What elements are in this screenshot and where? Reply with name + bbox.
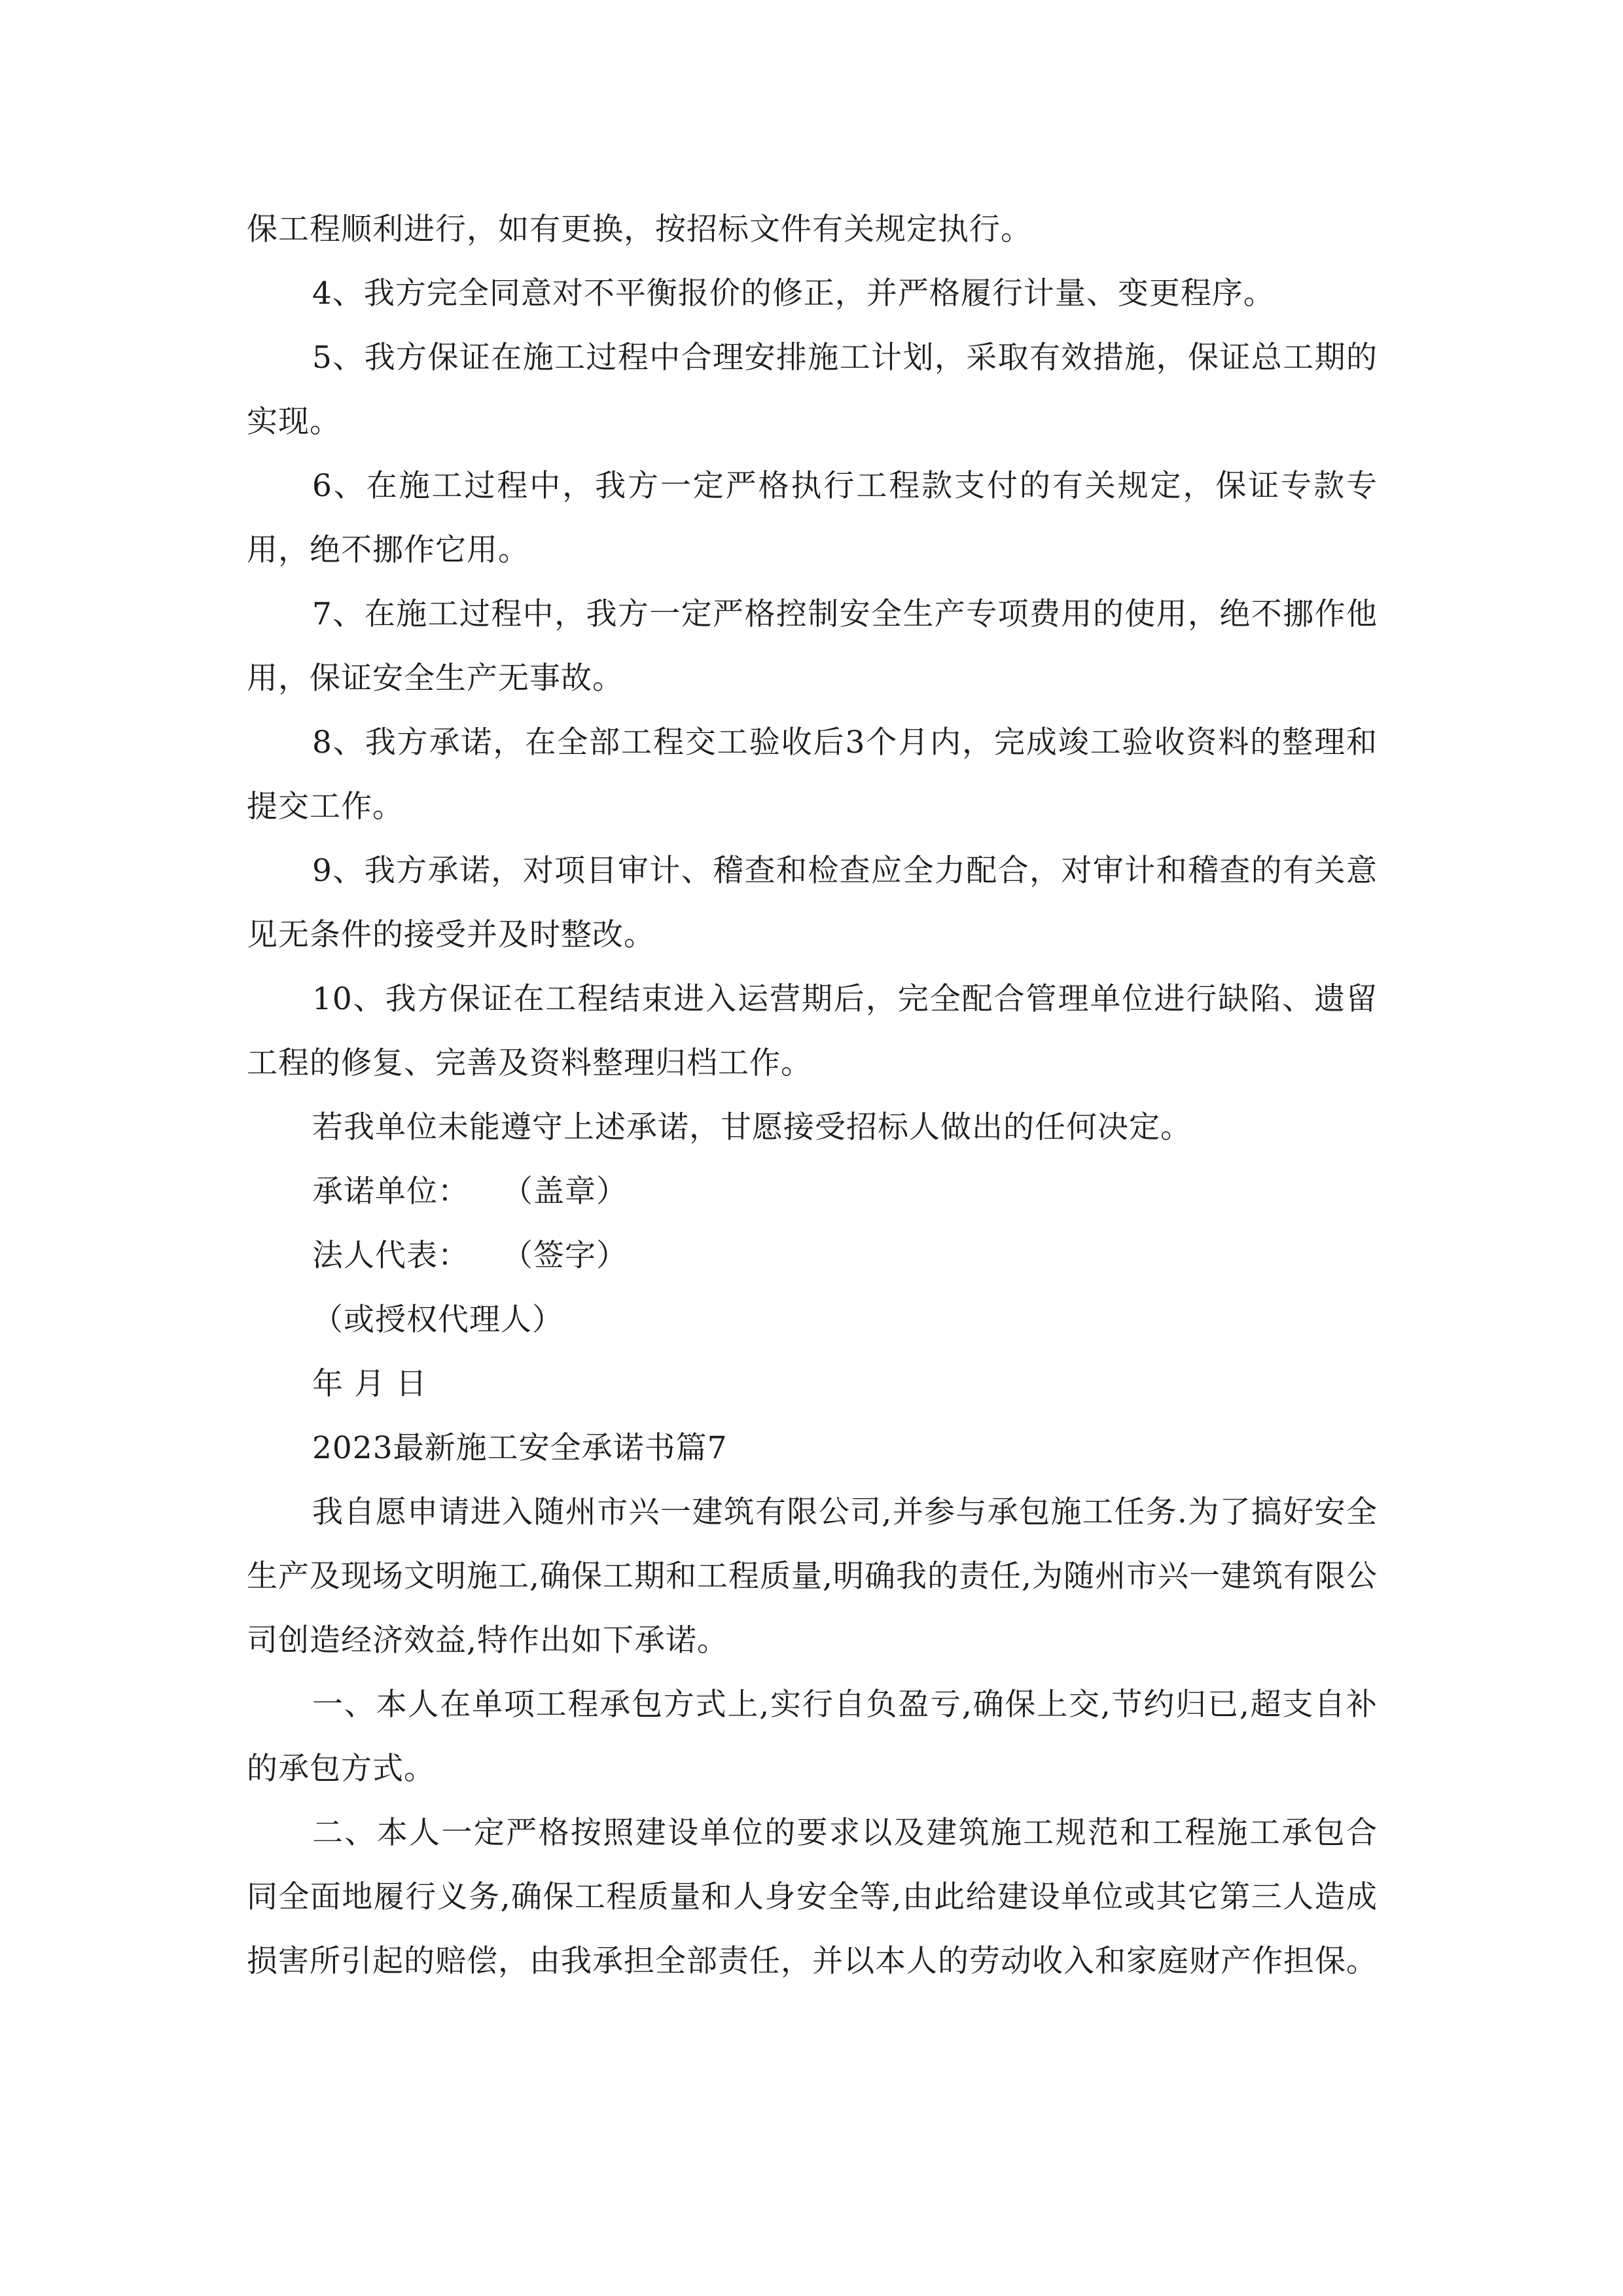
paragraph-item-7: 7、在施工过程中，我方一定严格控制安全生产专项费用的使用，绝不挪作他用，保证安全生产无事故。 (247, 596, 1378, 696)
signature-rep-note: （签字） (502, 1238, 628, 1274)
signature-date-line: 年 月 日 (312, 1366, 427, 1402)
signature-unit-line (247, 1160, 1378, 1224)
section-intro: 我自愿申请进入随州市兴一建筑有限公司,并参与承包施工任务.为了搞好安全生产及现场文明施工,确保工期和工程质量,明确我的责任,为随州市兴一建筑有限公司创造经济效益,特作出如下承诺。 (247, 1494, 1378, 1659)
paragraph-item-5: 5、我方保证在施工过程中合理安排施工计划，采取有效措施，保证总工期的实现。 (247, 340, 1378, 440)
signature-unit-note: （盖章） (502, 1174, 628, 1210)
paragraph-item-4: 4、我方完全同意对不平衡报价的修正，并严格履行计量、变更程序。 (312, 276, 1275, 312)
signature-rep-label: 法人代表： (312, 1238, 469, 1274)
document-body (247, 198, 1378, 1994)
paragraph-item-6: 6、在施工过程中，我方一定严格执行工程款支付的有关规定，保证专款专用，绝不挪作它用。 (247, 468, 1378, 568)
signature-rep-line (247, 1224, 1378, 1288)
section-item-1: 一、本人在单项工程承包方式上,实行自负盈亏,确保上交,节约归已,超支自补的承包方式。 (247, 1687, 1378, 1787)
signature-unit-label: 承诺单位： (312, 1174, 469, 1210)
section-item-2: 二、本人一定严格按照建设单位的要求以及建筑施工规范和工程施工承包合同全面地履行义务,确保工程质量和人身安全等,由此给建设单位或其它第三人造成损害所引起的赔偿，由我承担全部责任，并以本人的劳动收入和家庭财产作担保。 (247, 1815, 1378, 1979)
paragraph-continuation: 保工程顺利进行，如有更换，按招标文件有关规定执行。 (247, 211, 1032, 247)
paragraph-item-10: 10、我方保证在工程结束进入运营期后，完全配合管理单位进行缺陷、遗留工程的修复、完善及资料整理归档工作。 (247, 981, 1378, 1081)
paragraph-breach-clause: 若我单位未能遵守上述承诺，甘愿接受招标人做出的任何决定。 (312, 1109, 1192, 1145)
section-heading: 2023最新施工安全承诺书篇7 (312, 1430, 728, 1466)
signature-agent-line: （或授权代理人） (312, 1302, 563, 1338)
paragraph-item-8: 8、我方承诺，在全部工程交工验收后3个月内，完成竣工验收资料的整理和提交工作。 (247, 725, 1378, 825)
paragraph-item-9: 9、我方承诺，对项目审计、稽查和检查应全力配合，对审计和稽查的有关意见无条件的接受并及时整改。 (247, 853, 1378, 953)
